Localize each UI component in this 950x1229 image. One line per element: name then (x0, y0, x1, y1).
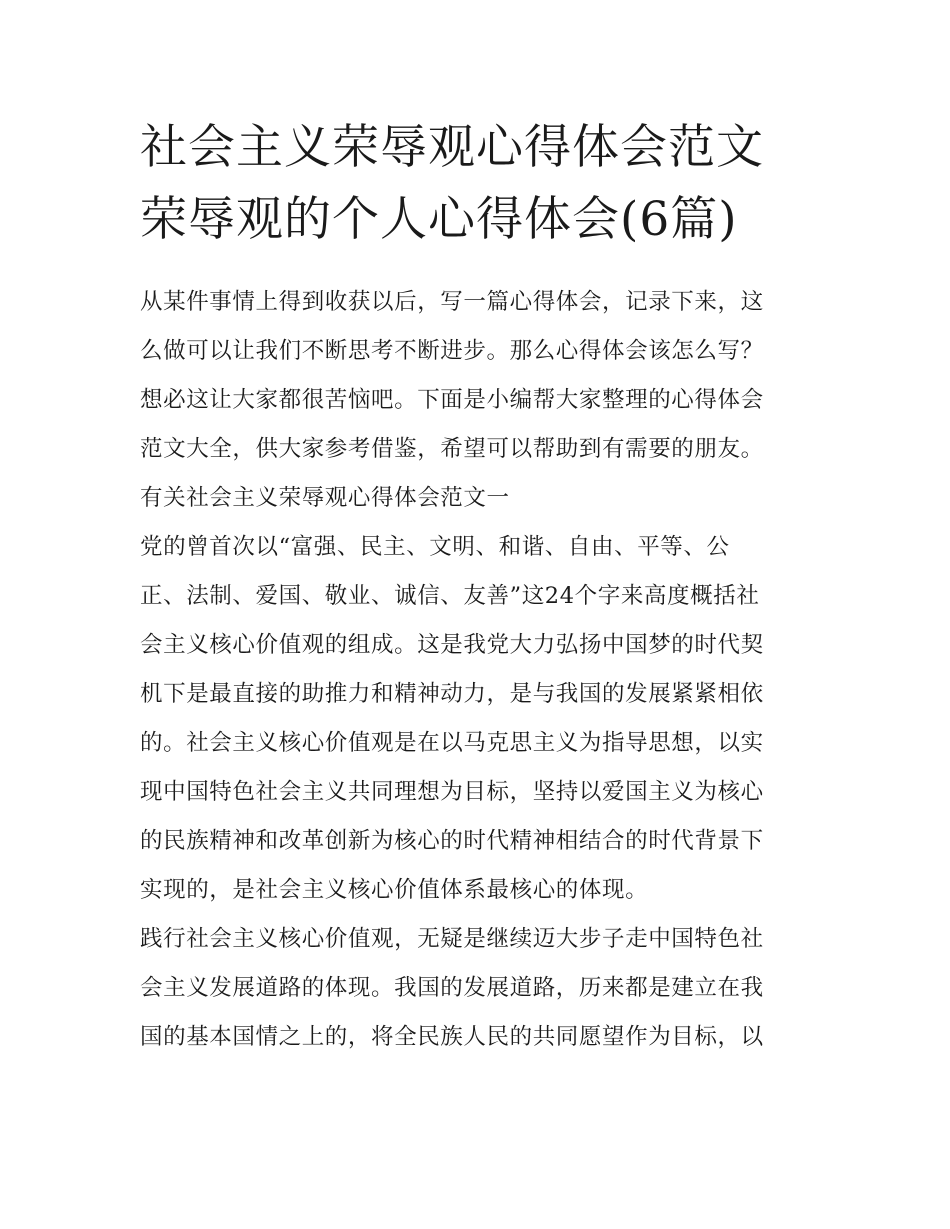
text-line: 党的曾首次以“富强、民主、文明、和谐、自由、平等、公 (140, 534, 730, 560)
title-line-2-text: 荣辱观的个人心得体会(6篇) (140, 192, 738, 247)
document-body (140, 278, 820, 1062)
text-line: 践行社会主义核心价值观，无疑是继续迈大步子走中国特色社 (140, 926, 764, 952)
text-line: 想必这让大家都很苦恼吧。下面是小编帮大家整理的心得体会 (140, 387, 764, 413)
text-line: 么做可以让我们不断思考不断进步。那么心得体会该怎么写？ (140, 338, 764, 364)
text-line: 的民族精神和改革创新为核心的时代精神相结合的时代背景下 (140, 828, 764, 854)
text-line: 从某件事情上得到收获以后，写一篇心得体会，记录下来，这 (140, 289, 764, 315)
text-line: 现中国特色社会主义共同理想为目标，坚持以爱国主义为核心 (140, 779, 764, 805)
text-line: 会主义发展道路的体现。我国的发展道路，历来都是建立在我 (140, 975, 764, 1001)
text-line: 会主义核心价值观的组成。这是我党大力弘扬中国梦的时代契 (140, 632, 764, 658)
text-line: 的。社会主义核心价值观是在以马克思主义为指导思想，以实 (140, 730, 764, 756)
text-line: 范文大全，供大家参考借鉴，希望可以帮助到有需要的朋友。 (140, 436, 764, 462)
title-line-2 (140, 184, 830, 256)
text-line: 机下是最直接的助推力和精神动力，是与我国的发展紧紧相依 (140, 681, 764, 707)
text-line: 实现的，是社会主义核心价值体系最核心的体现。 (140, 877, 649, 903)
title-line-1: 社会主义荣辱观心得体会范文 (140, 120, 764, 175)
intro-paragraph (140, 278, 820, 474)
text-line: 国的基本国情之上的，将全民族人民的共同愿望作为目标，以 (140, 1024, 764, 1050)
section-heading (140, 474, 820, 523)
body-paragraph (140, 523, 820, 915)
body-paragraph (140, 915, 820, 1062)
text-line: 有关社会主义荣辱观心得体会范文一 (140, 485, 510, 511)
text-line: 正、法制、爱国、敬业、诚信、友善”这24个字来高度概括社 (140, 583, 760, 609)
document-title (140, 112, 830, 256)
